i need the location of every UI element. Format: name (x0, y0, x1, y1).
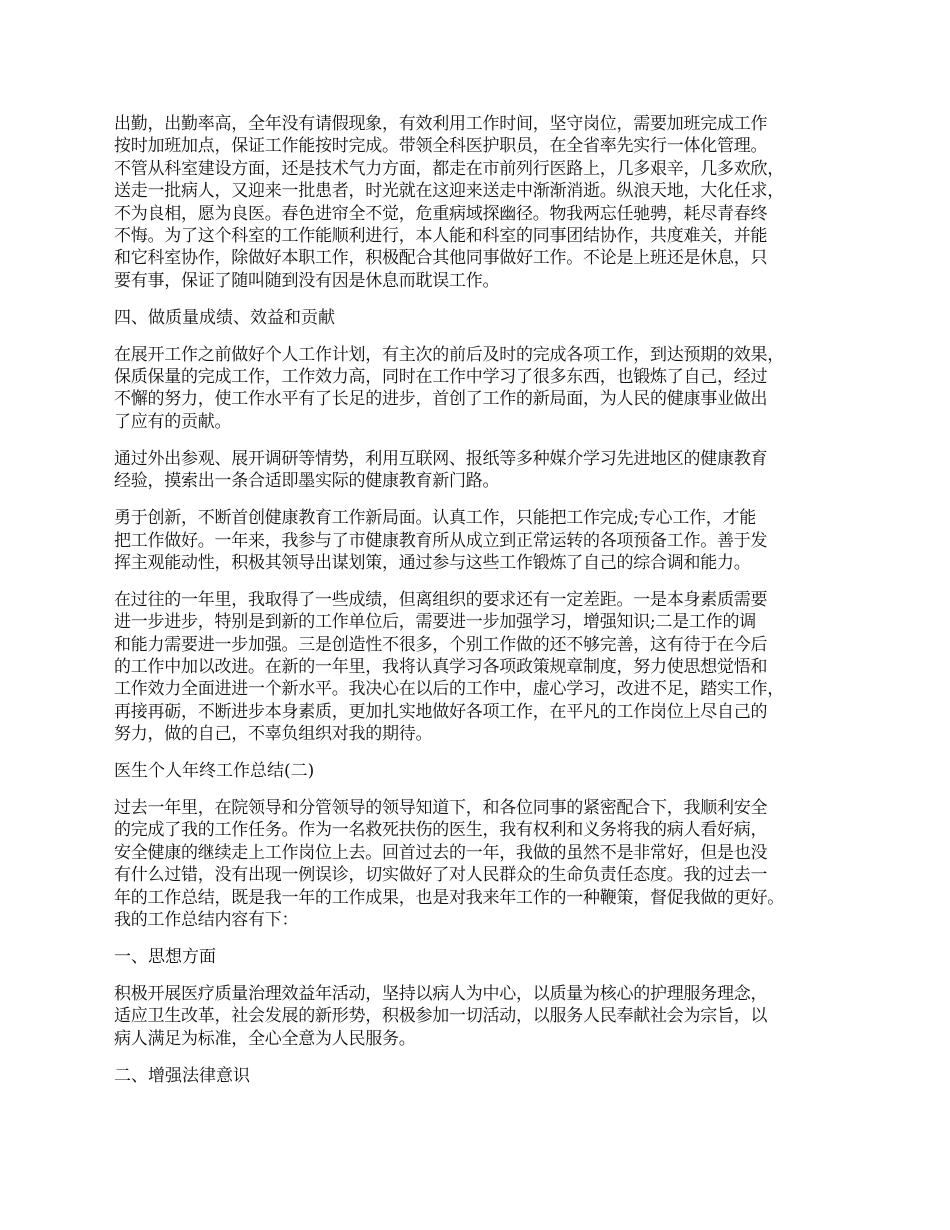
paragraph-line: 不悔。为了这个科室的工作能顺利进行，本人能和科室的同事团结协作，共度难关，并能 (114, 226, 768, 247)
paragraph-line: 不懈的努力，使工作水平有了长足的进步，首创了工作的新局面，为人民的健康事业做出 (114, 389, 768, 410)
heading-text: 二、增强法律意识 (114, 1065, 250, 1086)
paragraph-line: 要有事，保证了随叫随到没有因是休息而耽误工作。 (114, 270, 500, 291)
paragraph (114, 507, 856, 574)
heading-text: 四、做质量成绩、效益和贡献 (114, 307, 335, 328)
paragraph (114, 589, 856, 746)
heading-text: 医生个人年终工作总结(二) (114, 761, 315, 782)
paragraph-line: 在过往的一年里，我取得了一些成绩，但离组织的要求还有一定差距。一是本身素质需要 (114, 589, 768, 610)
paragraph-line: 努力，做的自己，不辜负组织对我的期待。 (114, 724, 433, 745)
section-heading (114, 760, 856, 782)
paragraph-line: 保质保量的完成工作，工作效力高，同时在工作中学习了很多东西，也锻炼了自己，经过 (114, 367, 768, 388)
paragraph-line: 在展开工作之前做好个人工作计划，有主次的前后及时的完成各项工作，到达预期的效果， (114, 344, 784, 365)
paragraph-line: 年的工作总结，既是我一年的工作成果，也是对我来年工作的一种鞭策，督促我做的更好。 (114, 887, 784, 908)
paragraph-line: 不管从科室建设方面，还是技术气力方面，都走在市前列行医路上，几多艰辛，几多欢欣， (114, 158, 784, 179)
paragraph (114, 797, 856, 931)
heading-text: 一、思想方面 (114, 947, 216, 967)
paragraph-line: 再接再砺，不断进步本身素质，更加扎实地做好各项工作，在平凡的工作岗位上尽自己的 (114, 701, 768, 722)
section-heading (114, 946, 856, 968)
paragraph-line: 出勤，出勤率高，全年没有请假现象，有效利用工作时间，坚守岗位，需要加班完成工作 (114, 114, 768, 134)
document-page (114, 113, 856, 1102)
paragraph-line: 工作效力全面进进一个新水平。我决心在以后的工作中，虚心学习，改进不足，踏实工作， (114, 679, 784, 700)
paragraph-line: 按时加班加点，保证工作能按时完成。带领全科医护职员，在全省率先实行一体化管理。 (114, 136, 768, 157)
paragraph (114, 344, 856, 434)
paragraph-line: 经验，摸索出一条合适即墨实际的健康教育新门路。 (114, 471, 500, 492)
paragraph-line: 积极开展医疗质量治理效益年活动，坚持以病人为中心，以质量为核心的护理服务理念， (114, 983, 768, 1004)
section-heading (114, 1065, 856, 1087)
paragraph-line: 进一步进步，特别是到新的工作单位后，需要进一步加强学习，增强知识;二是工作的调 (114, 612, 756, 633)
paragraph-line: 的工作中加以改进。在新的一年里，我将认真学习各项政策规章制度，努力使思想觉悟和 (114, 657, 768, 678)
paragraph (114, 113, 856, 292)
paragraph-line: 有什么过错，没有出现一例误诊，切实做好了对人民群众的生命负责任态度。我的过去一 (114, 865, 768, 886)
paragraph-line: 的完成了我的工作任务。作为一名救死扶伤的医生，我有权利和义务将我的病人看好病， (114, 820, 768, 841)
paragraph-line: 不为良相，愿为良医。春色进帘全不觉，危重病域探幽径。物我两忘任驰骋，耗尽青春终 (114, 203, 768, 224)
paragraph-line: 和它科室协作，除做好本职工作，积极配合其他同事做好工作。不论是上班还是休息，只 (114, 248, 768, 269)
paragraph-line: 过去一年里，在院领导和分管领导的领导知道下，和各位同事的紧密配合下，我顺利安全 (114, 798, 768, 819)
paragraph-line: 了应有的贡献。 (114, 411, 232, 432)
paragraph-line: 勇于创新，不断首创健康教育工作新局面。认真工作，只能把工作完成;专心工作，才能 (114, 508, 756, 529)
paragraph-line: 适应卫生改革，社会发展的新形势，积极参加一切活动，以服务人民奉献社会为宗旨，以 (114, 1006, 768, 1027)
paragraph-line: 病人满足为标准，全心全意为人民服务。 (114, 1028, 416, 1049)
paragraph-line: 挥主观能动性，积极其领导出谋划策，通过参与这些工作锻炼了自己的综合调和能力。 (114, 552, 751, 573)
paragraph-line: 通过外出参观、展开调研等情势，利用互联网、报纸等多种媒介学习先进地区的健康教育 (114, 448, 768, 469)
paragraph-line: 把工作做好。一年来，我参与了市健康教育所从成立到正常运转的各项预备工作。善于发 (114, 530, 768, 551)
paragraph-line: 和能力需要进一步加强。三是创造性不很多，个别工作做的还不够完善，这有待于在今后 (114, 634, 768, 655)
paragraph (114, 983, 856, 1050)
section-heading (114, 307, 856, 329)
paragraph-line: 安全健康的继续走上工作岗位上去。回首过去的一年，我做的虽然不是非常好，但是也没 (114, 842, 768, 863)
paragraph-line: 我的工作总结内容有下： (114, 910, 299, 931)
paragraph (114, 448, 856, 493)
paragraph-line: 送走一批病人，又迎来一批患者，时光就在这迎来送走中渐渐消逝。纵浪天地，大化任求， (114, 181, 784, 202)
